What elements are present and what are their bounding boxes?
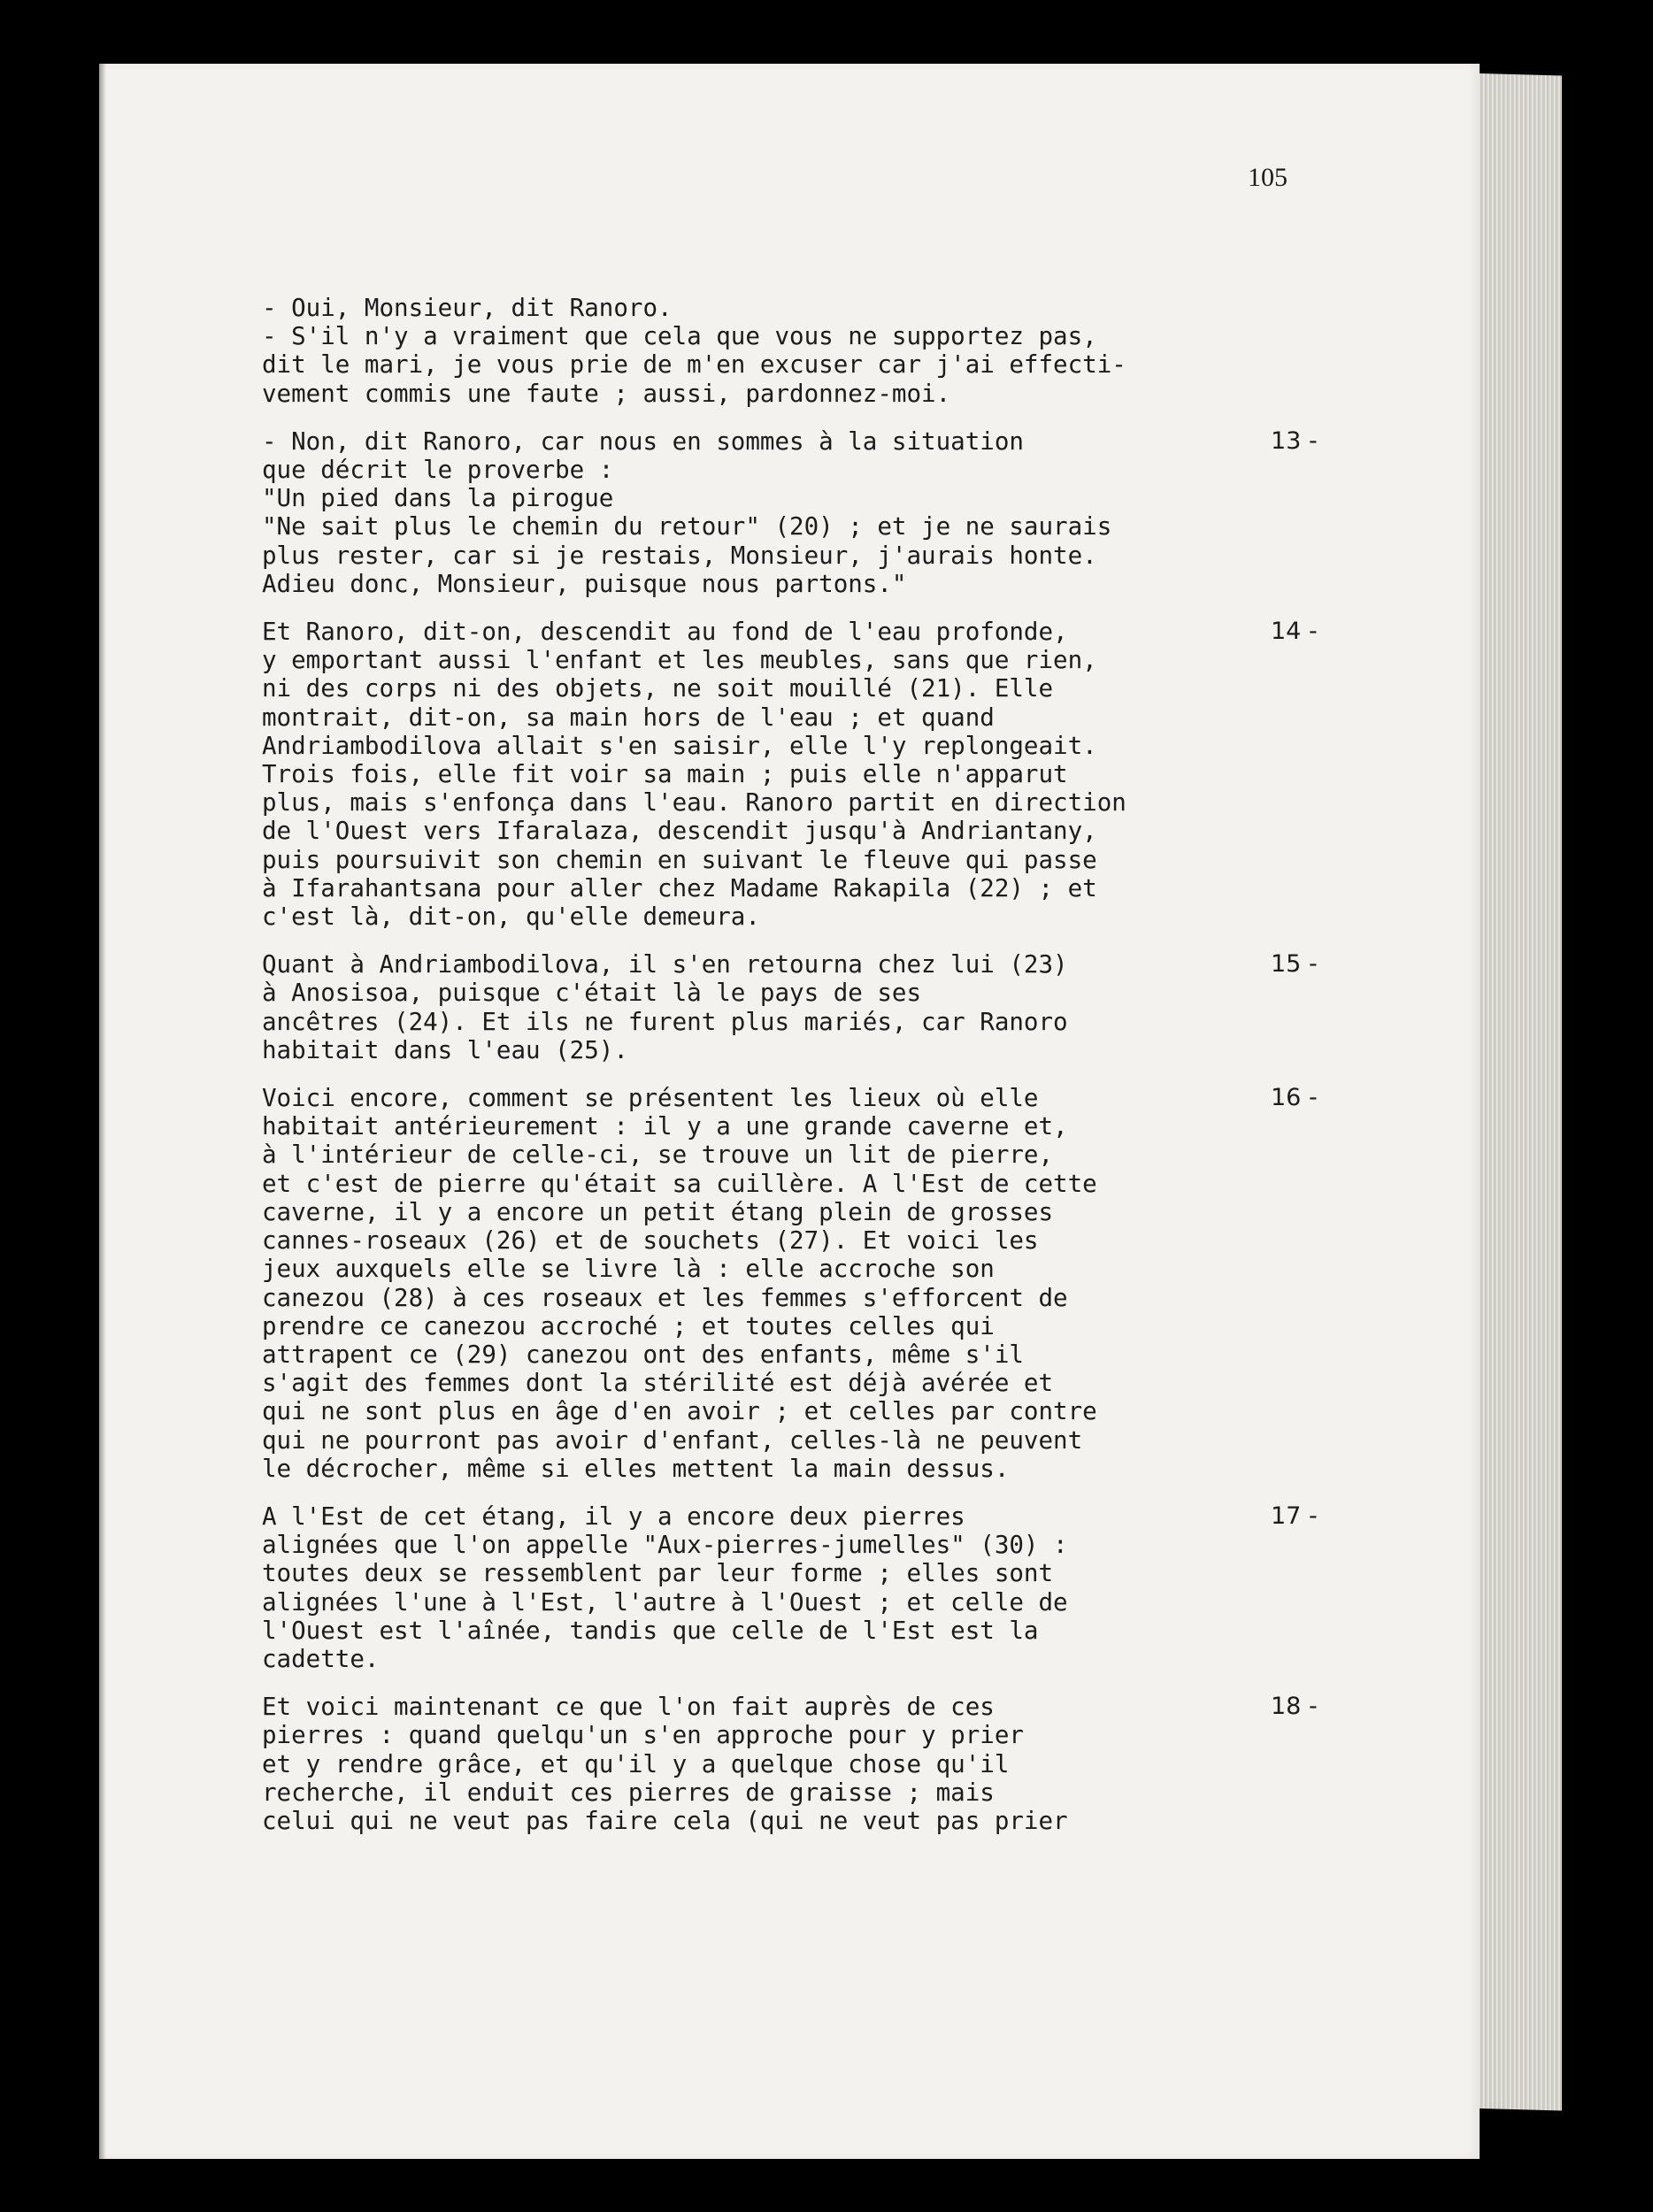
text-line: dit le mari, je vous prie de m'en excuser car j'ai effecti-	[262, 350, 1126, 380]
text-line: y emportant aussi l'enfant et les meubles, sans que rien,	[262, 646, 1097, 675]
text-line: que décrit le proverbe :	[262, 456, 614, 485]
text-line: puis poursuivit son chemin en suivant le fleuve qui passe	[262, 845, 1097, 874]
text-line: s'agit des femmes dont la stérilité est déjà avérée et	[262, 1369, 1054, 1398]
text-line: habitait antérieurement : il y a une grande caverne et,	[262, 1112, 1068, 1141]
text-line: - Non, dit Ranoro, car nous en sommes à la situation	[262, 426, 1024, 456]
text-line: alignées que l'on appelle "Aux-pierres-jumelles" (30) :	[262, 1531, 1068, 1560]
paragraph	[262, 427, 1377, 598]
paragraph-number: 15 -	[1271, 950, 1318, 979]
paragraph-number: 14 -	[1271, 618, 1318, 646]
page-gutter-shadow	[99, 64, 106, 2159]
text-line: plus, mais s'enfonça dans l'eau. Ranoro partit en direction	[262, 788, 1126, 818]
text-line: ancêtres (24). Et ils ne furent plus mariés, car Ranoro	[262, 1007, 1068, 1036]
text-line: Et voici maintenant ce que l'on fait auprès de ces	[262, 1693, 995, 1722]
paragraph	[262, 950, 1377, 1064]
text-line: attrapent ce (29) canezou ont des enfants, même s'il	[262, 1340, 1024, 1369]
text-line: à Ifarahantsana pour aller chez Madame Rakapila (22) ; et	[262, 873, 1097, 902]
paragraph	[262, 618, 1377, 931]
text-line: cannes-roseaux (26) et de souchets (27). Et voici les	[262, 1226, 1039, 1256]
text-line: Adieu donc, Monsieur, puisque nous partons."	[262, 569, 907, 598]
text-line: "Ne sait plus le chemin du retour" (20) ; et je ne saurais	[262, 512, 1112, 541]
paragraph-number: 17 -	[1271, 1502, 1318, 1530]
text-line: Quant à Andriambodilova, il s'en retourna chez lui (23)	[262, 950, 1068, 979]
text-line: qui ne pourront pas avoir d'enfant, celles-là ne peuvent	[262, 1425, 1083, 1455]
paragraph	[262, 294, 1377, 408]
paragraph-number: 16 -	[1271, 1084, 1318, 1112]
text-line: prendre ce canezou accroché ; et toutes celles qui	[262, 1311, 995, 1340]
text-line: caverne, il y a encore un petit étang plein de grosses	[262, 1197, 1054, 1226]
text-line: c'est là, dit-on, qu'elle demeura.	[262, 902, 760, 932]
text-line: A l'Est de cet étang, il y a encore deux pierres	[262, 1502, 965, 1531]
text-line: Et Ranoro, dit-on, descendit au fond de l'eau profonde,	[262, 618, 1068, 647]
text-line: - Oui, Monsieur, dit Ranoro.	[262, 294, 673, 322]
paragraph	[262, 1502, 1377, 1673]
text-line: recherche, il enduit ces pierres de graisse ; mais	[262, 1778, 995, 1807]
text-line: Andriambodilova allait s'en saisir, elle l'y replongeait.	[262, 731, 1097, 760]
text-line: montrait, dit-on, sa main hors de l'eau ; et quand	[262, 703, 995, 732]
text-line: et c'est de pierre qu'était sa cuillère. A l'Est de cette	[262, 1169, 1097, 1198]
text-line: à Anosisoa, puisque c'était là le pays de ses	[262, 979, 922, 1008]
text-line: Trois fois, elle fit voir sa main ; puis elle n'apparut	[262, 760, 1068, 789]
paragraph	[262, 1693, 1377, 1835]
text-line: celui qui ne veut pas faire cela (qui ne veut pas prier	[262, 1806, 1068, 1835]
text-line: le décrocher, même si elles mettent la main dessus.	[262, 1454, 1010, 1483]
text-line: à l'intérieur de celle-ci, se trouve un lit de pierre,	[262, 1141, 1054, 1170]
paragraph-number: 13 -	[1271, 426, 1318, 455]
paragraph-number: 18 -	[1271, 1693, 1318, 1721]
text-line: canezou (28) à ces roseaux et les femmes s'efforcent de	[262, 1283, 1068, 1312]
text-line: Voici encore, comment se présentent les lieux où elle	[262, 1084, 1039, 1113]
text-line: et y rendre grâce, et qu'il y a quelque chose qu'il	[262, 1749, 1010, 1778]
text-line: ni des corps ni des objets, ne soit mouillé (21). Elle	[262, 674, 1054, 703]
text-line: jeux auxquels elle se livre là : elle accroche son	[262, 1255, 995, 1284]
text-line: "Un pied dans la pirogue	[262, 484, 614, 513]
text-line: pierres : quand quelqu'un s'en approche pour y prier	[262, 1721, 1024, 1750]
text-line: - S'il n'y a vraiment que cela que vous ne supportez pas,	[262, 322, 1097, 351]
text-line: qui ne sont plus en âge d'en avoir ; et celles par contre	[262, 1397, 1097, 1426]
text-line: alignées l'une à l'Est, l'autre à l'Ouest ; et celle de	[262, 1587, 1068, 1617]
paragraph	[262, 1084, 1377, 1483]
text-line: l'Ouest est l'aînée, tandis que celle de l'Est est la	[262, 1616, 1039, 1645]
text-line: toutes deux se ressemblent par leur forme ; elles sont	[262, 1559, 1054, 1588]
text-line: de l'Ouest vers Ifaralaza, descendit jusqu'à Andriantany,	[262, 817, 1097, 846]
text-line: habitait dans l'eau (25).	[262, 1035, 628, 1064]
page-number: 105	[1248, 163, 1288, 192]
page-body	[262, 294, 1377, 1855]
text-line: plus rester, car si je restais, Monsieur, j'aurais honte.	[262, 541, 1097, 570]
text-line: vement commis une faute ; aussi, pardonnez-moi.	[262, 379, 951, 408]
text-line: cadette.	[262, 1644, 380, 1673]
